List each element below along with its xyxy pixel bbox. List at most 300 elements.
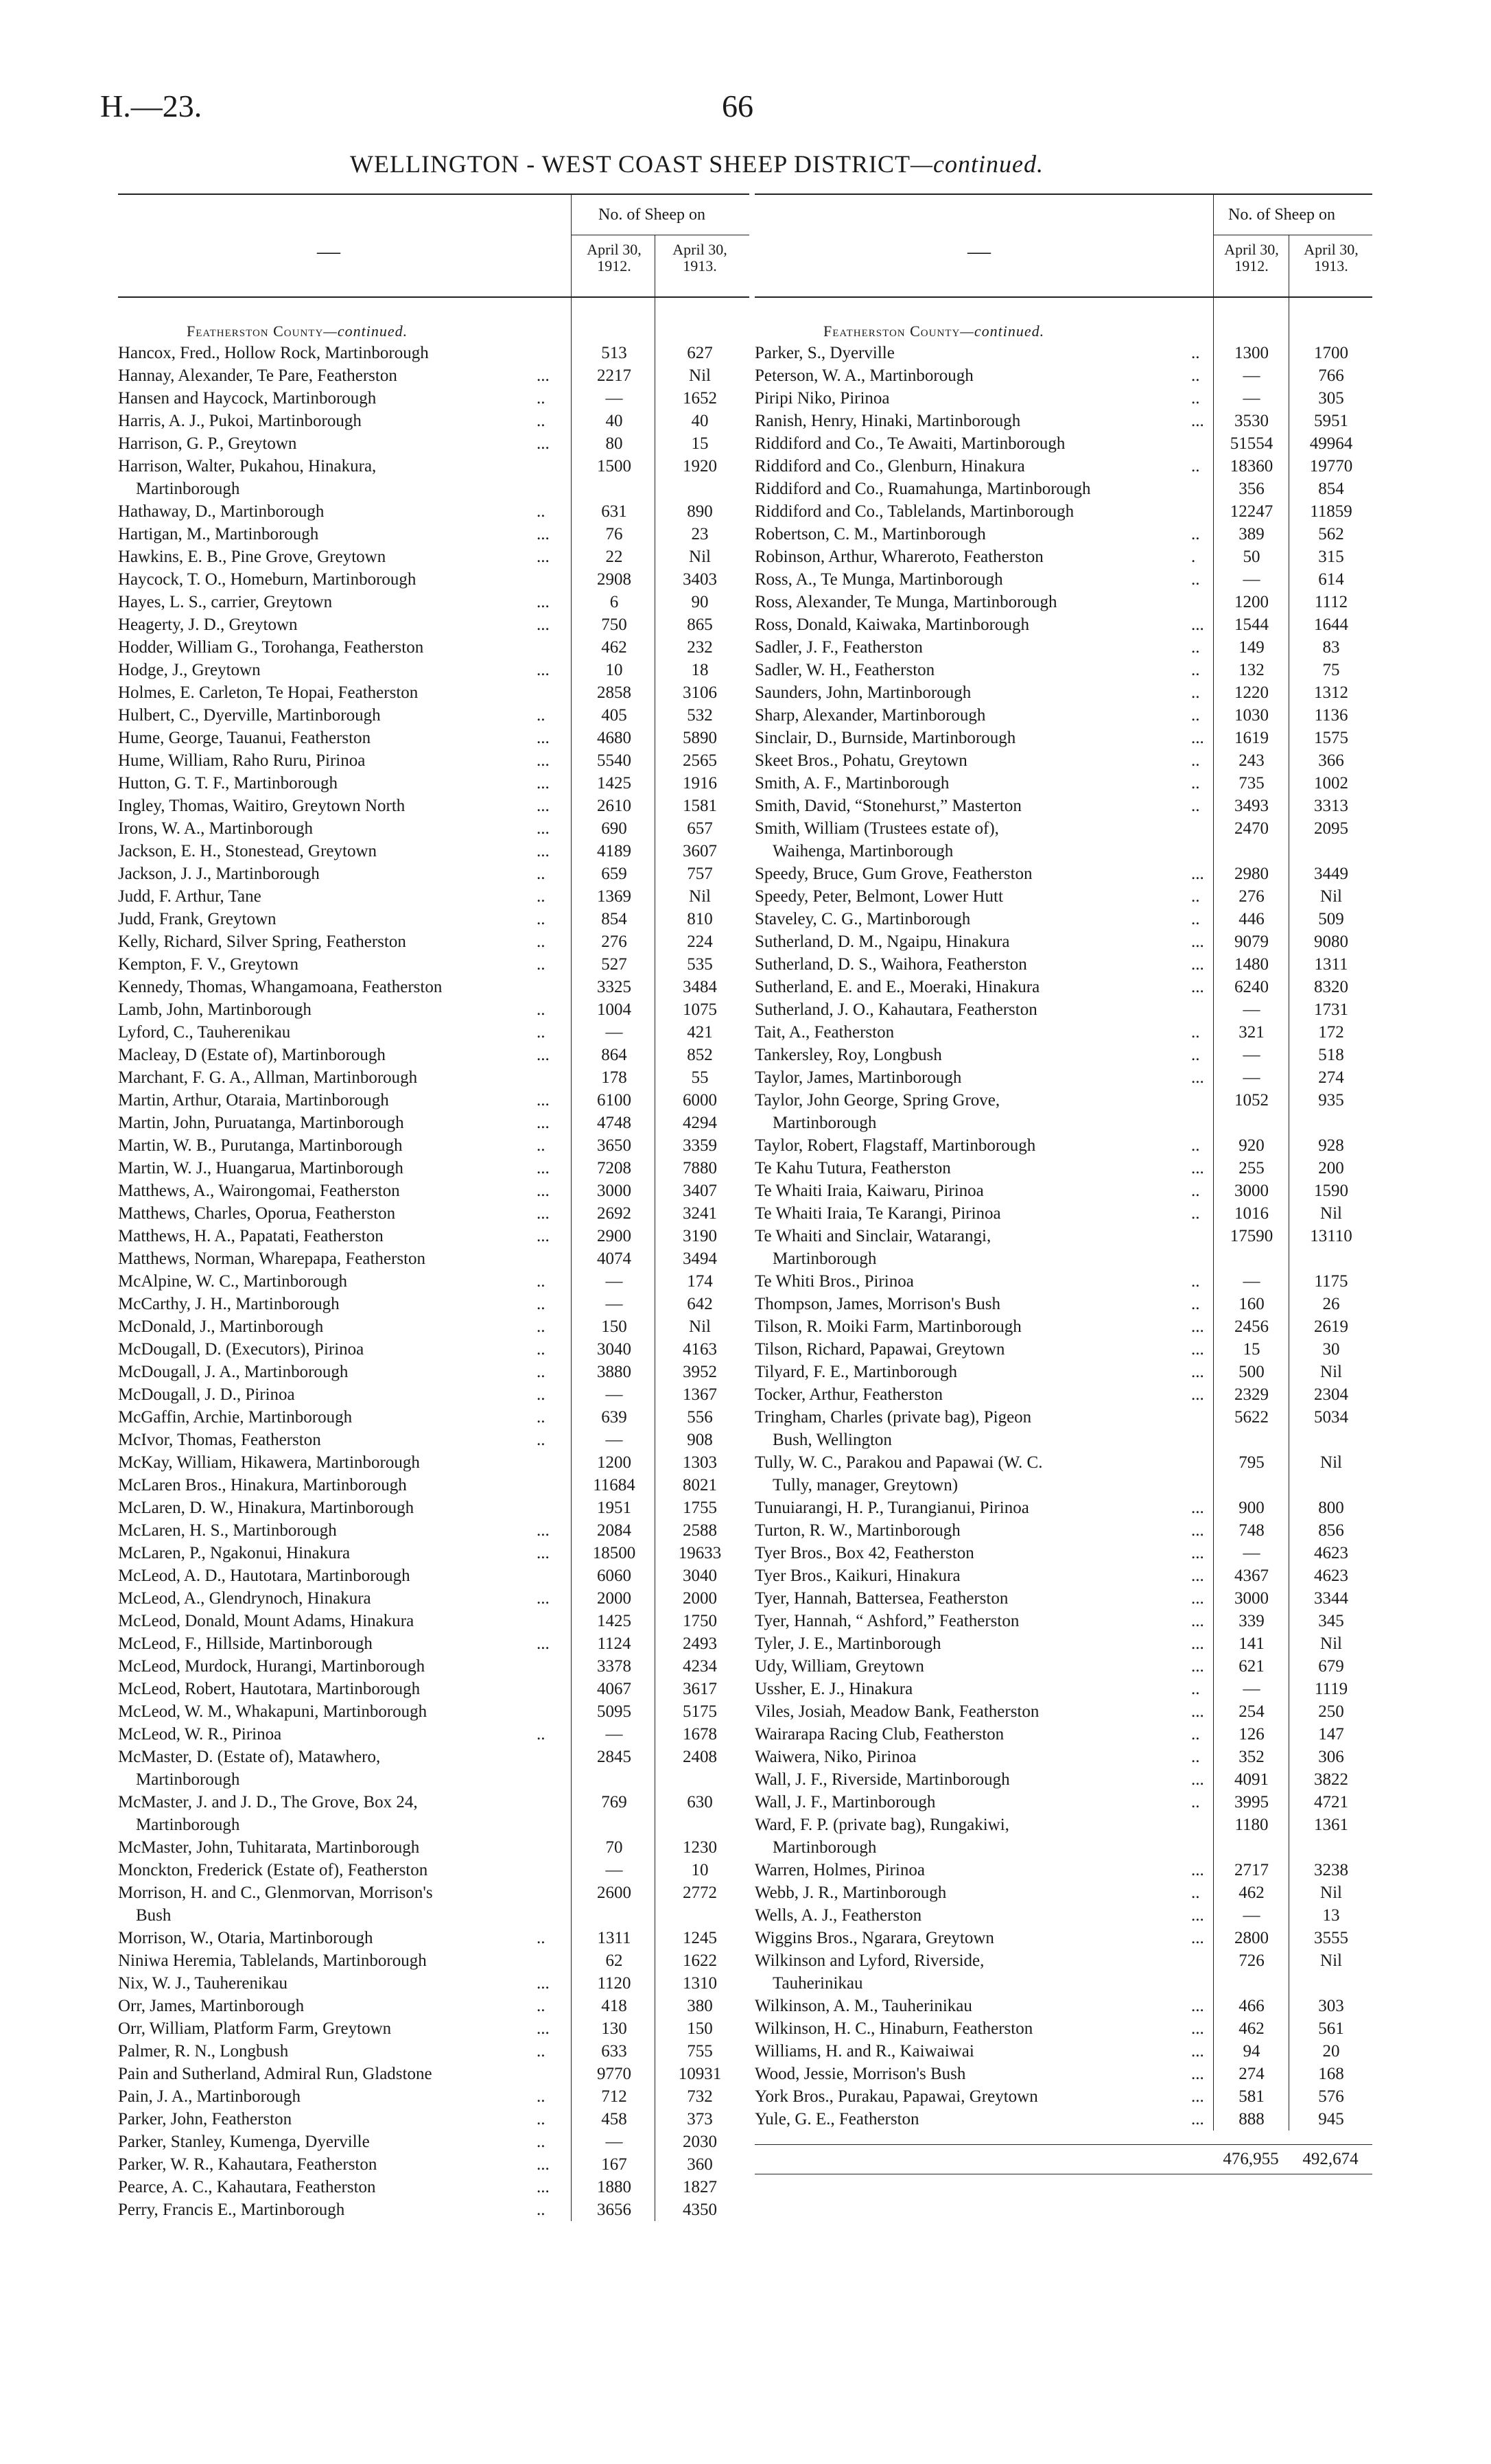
sheep-1912: 5540 [597,751,631,770]
dot-leader: .. [1191,1793,1200,1811]
sheep-1913: 3359 [683,1136,717,1155]
table-row [755,885,1372,908]
table-row [118,2108,749,2131]
entry-name: McCarthy, J. H., Martinborough [118,1295,340,1313]
dot-leader: ... [1191,1567,1204,1585]
sheep-1913: 174 [687,1272,713,1291]
dot-leader: .. [537,1431,545,1449]
dot-leader: .. [537,2201,545,2219]
total-1912: 476,955 [1223,2150,1279,2168]
sheep-1912: 659 [601,865,627,883]
table-row [118,1881,749,1927]
table-row [118,885,749,908]
left-date-1912: April 30, 1912. [587,241,642,274]
table-row [755,1202,1372,1225]
sheep-1912: 500 [1238,1363,1265,1381]
dot-leader: ... [1191,1340,1204,1359]
entry-name: Peterson, W. A., Martinborough [755,366,974,385]
entry-name: Holmes, E. Carleton, Te Hopai, Featherston [118,683,419,702]
sheep-1913: 3822 [1314,1770,1348,1789]
dot-leader: .. [1191,1725,1200,1744]
table-row [755,1700,1372,1723]
sheep-1912: 3000 [1234,1589,1269,1608]
table-row [118,727,749,749]
entry-name: Piripi Niko, Pirinoa [755,389,890,408]
sheep-1912: 462 [1238,1884,1265,1902]
sheep-1912: 3880 [597,1363,631,1381]
table-row [755,704,1372,727]
table-row [118,1746,749,1791]
sheep-1913: 3607 [683,842,717,860]
dot-leader: ... [537,1227,550,1245]
dot-leader: ... [1191,1906,1204,1925]
sheep-1912: 2900 [597,1227,631,1245]
dot-leader: .. [537,1272,545,1291]
sheep-1912: 2600 [597,1884,631,1902]
dot-leader: ... [1191,1702,1204,1721]
table-row [755,2017,1372,2040]
sheep-1912: 405 [601,706,627,725]
entry-name: Speedy, Bruce, Gum Grove, Featherston [755,865,1033,883]
table-row [118,1610,749,1632]
entry-name: Sinclair, D., Burnside, Martinborough [755,729,1016,747]
table-row [118,455,749,500]
sheep-1913: 556 [687,1408,713,1427]
sheep-1913: 150 [687,2019,713,2038]
table-row [755,2085,1372,2108]
sheep-1912: 1619 [1234,729,1269,747]
table-row [118,953,749,976]
sheep-1912: 178 [601,1068,627,1087]
table-row [755,342,1372,364]
entry-name: Harrison, Walter, Pukahou, Hinakura, [118,457,377,476]
table-row [755,1927,1372,1949]
entry-name: Parker, W. R., Kahautara, Featherston [118,2155,377,2174]
sheep-1912: 2000 [597,1589,631,1608]
sheep-1912: — [605,1272,623,1291]
sheep-1913: 10931 [678,2065,722,2083]
entry-name: Yule, G. E., Featherston [755,2110,919,2128]
sheep-1912: 167 [601,2155,627,2174]
dot-leader: ... [1191,1612,1204,1630]
table-row [118,863,749,885]
entry-name-continued: Martinborough [136,1770,240,1789]
right-header-divider-1 [1213,195,1214,296]
sheep-1912: 466 [1238,1997,1265,2015]
entry-name: Monckton, Frederick (Estate of), Featherston [118,1861,428,1879]
sheep-1912: 900 [1238,1499,1265,1517]
entry-name: Tilson, Richard, Papawai, Greytown [755,1340,1005,1359]
entry-name: McLaren, P., Ngakonui, Hinakura [118,1544,351,1562]
sheep-1912: 1180 [1234,1816,1269,1834]
sheep-1912: 3656 [597,2201,631,2219]
entry-name: Hansen and Haycock, Martinborough [118,389,377,408]
entry-name: Sutherland, D. S., Waihora, Featherston [755,955,1027,974]
dot-leader: ... [1191,932,1204,951]
sheep-1912: 527 [601,955,627,974]
entry-name: McLaren, H. S., Martinborough [118,1521,337,1540]
dot-leader: .. [537,1295,545,1313]
table-row [755,1066,1372,1089]
sheep-1912: 1425 [597,1612,631,1630]
sheep-1913: 6000 [683,1091,717,1110]
sheep-1913: 26 [1322,1295,1340,1313]
dot-leader: .. [1191,1884,1200,1902]
dot-leader: ... [1191,978,1204,996]
dot-leader: ... [1191,1929,1204,1947]
dot-leader: ... [537,751,550,770]
sheep-1913: 4163 [683,1340,717,1359]
sheep-1913: 1575 [1314,729,1348,747]
right-section-heading [755,321,1372,342]
sheep-1913: 1312 [1314,683,1348,702]
table-row [118,2085,749,2108]
entry-name: Webb, J. R., Martinborough [755,1884,947,1902]
sheep-1912: 141 [1238,1634,1265,1653]
sheep-1913: 1002 [1314,774,1348,793]
sheep-1912: 1544 [1234,615,1269,634]
table-row [118,1180,749,1202]
dot-leader: .. [1191,1136,1200,1155]
sheep-1913: 172 [1318,1023,1344,1042]
entry-name: Taylor, Robert, Flagstaff, Martinborough [755,1136,1036,1155]
sheep-1912: — [1243,1272,1260,1291]
entry-name: Judd, F. Arthur, Tane [118,887,261,906]
table-row [118,1021,749,1044]
entry-name: Ross, Alexander, Te Munga, Martinborough [755,593,1057,611]
entry-name: Warren, Holmes, Pirinoa [755,1861,925,1879]
dot-leader: ... [537,774,550,793]
title-main: WELLINGTON - WEST COAST SHEEP DISTRICT [350,150,911,178]
sheep-1912: 40 [605,412,623,430]
sheep-1912: 1016 [1234,1204,1269,1223]
sheep-1912: 321 [1238,1023,1265,1042]
dot-leader: .. [1191,525,1200,543]
sheep-1913: 1590 [1314,1182,1348,1200]
sheep-1912: 1425 [597,774,631,793]
table-row [755,2040,1372,2063]
sheep-1912: 3995 [1234,1793,1269,1811]
table-row [755,523,1372,545]
entry-name: McMaster, J. and J. D., The Grove, Box 24, [118,1793,418,1811]
dot-leader: ... [537,366,550,385]
sheep-1912: 1369 [597,887,631,906]
left-name-header-dash: — [317,239,340,264]
page-number: 66 [722,89,753,124]
sheep-1913: 360 [687,2155,713,2174]
sheep-1913: 1731 [1314,1000,1348,1019]
dot-leader: ... [1191,615,1204,634]
table-row [118,387,749,410]
entry-name: Jackson, E. H., Stonestead, Greytown [118,842,377,860]
entry-name: Matthews, Norman, Wharepapa, Featherston [118,1249,426,1268]
dot-leader: .. [1191,1046,1200,1064]
table-row [118,1225,749,1247]
entry-name: McLeod, W. M., Whakapuni, Martinborough [118,1702,427,1721]
entry-name: Taylor, James, Martinborough [755,1068,962,1087]
entry-name: Te Whaiti and Sinclair, Watarangi, [755,1227,991,1245]
table-row [118,545,749,568]
entry-name: Pain, J. A., Martinborough [118,2087,301,2106]
sheep-1913: 928 [1318,1136,1344,1155]
sheep-1913: 1916 [683,774,717,793]
sheep-1913: 518 [1318,1046,1344,1064]
sheep-1913: 1581 [683,797,717,815]
entry-name: Wairarapa Racing Club, Featherston [755,1725,1005,1744]
dot-leader: .. [537,2042,545,2061]
table-row [118,1406,749,1429]
table-row [118,1678,749,1700]
right-table-body [755,298,1372,2131]
entry-name: Harrison, G. P., Greytown [118,434,297,453]
sheep-1913: 532 [687,706,713,725]
sheep-1913: 1652 [683,389,717,408]
sheep-1912: — [1243,1906,1260,1925]
dot-leader: ... [1191,1499,1204,1517]
dot-leader: .. [537,1136,545,1155]
sheep-1912: — [1243,1000,1260,1019]
table-row [755,1542,1372,1564]
sheep-1913: 3407 [683,1182,717,1200]
table-row [755,500,1372,523]
sheep-1913: 373 [687,2110,713,2128]
table-row [118,795,749,817]
sheep-1912: 10 [605,661,623,679]
table-row [755,1881,1372,1904]
entry-name: Waiwera, Niko, Pirinoa [755,1748,917,1766]
sheep-1913: Nil [1320,1634,1342,1653]
sheep-1913: 679 [1318,1657,1344,1676]
sheep-1912: 864 [601,1046,627,1064]
entry-name: Thompson, James, Morrison's Bush [755,1295,1000,1313]
table-row [755,749,1372,772]
table-row [755,591,1372,613]
dot-leader: ... [537,525,550,543]
entry-name: Smith, William (Trustees estate of), [755,819,999,838]
table-row [118,2040,749,2063]
table-row [755,2063,1372,2085]
left-column [118,193,749,2221]
entry-name: Judd, Frank, Greytown [118,910,277,928]
left-header-divider-1 [571,195,572,296]
sheep-1912: 1200 [597,1453,631,1472]
table-row [755,1723,1372,1746]
entry-name: Martin, Arthur, Otaraia, Martinborough [118,1091,389,1110]
entry-name: Jackson, J. J., Martinborough [118,865,320,883]
dot-leader: .. [1191,1204,1200,1223]
sheep-1912: 581 [1238,2087,1265,2106]
sheep-1913: 1827 [683,2178,717,2196]
entry-name: Hancox, Fred., Hollow Rock, Martinborough [118,344,429,362]
table-row [118,1949,749,1972]
table-row [118,2176,749,2198]
entry-name: Parker, Stanley, Kumenga, Dyerville [118,2133,370,2151]
dot-leader: .. [1191,570,1200,589]
entry-name: Wall, J. F., Riverside, Martinborough [755,1770,1010,1789]
dot-leader: .. [1191,706,1200,725]
sheep-1913: 13110 [1310,1227,1352,1245]
sheep-1912: 18360 [1230,457,1273,476]
sheep-1912: 1220 [1234,683,1269,702]
table-row [755,1044,1372,1066]
dot-leader: .. [1191,887,1200,906]
entry-name: Tyer, Hannah, “ Ashford,” Featherston [755,1612,1020,1630]
entry-name: Tringham, Charles (private bag), Pigeon [755,1408,1032,1427]
entry-name: Udy, William, Greytown [755,1657,924,1676]
entry-name: Pearce, A. C., Kahautara, Featherston [118,2178,376,2196]
sheep-1913: 315 [1318,548,1344,566]
table-row [118,1519,749,1542]
entry-name: Hutton, G. T. F., Martinborough [118,774,338,793]
entry-name: Kennedy, Thomas, Whangamoana, Featherston [118,978,443,996]
table-row [755,1361,1372,1383]
table-row [755,478,1372,500]
entry-name: Sharp, Alexander, Martinborough [755,706,986,725]
dot-leader: ... [1191,2019,1204,2038]
sheep-1912: — [605,1725,623,1744]
sheep-1913: 1678 [683,1725,717,1744]
table-row [118,681,749,704]
sheep-1913: 168 [1318,2065,1344,2083]
sheep-1912: 17590 [1230,1227,1273,1245]
sheep-1912: 12247 [1230,502,1273,521]
entry-name: Matthews, A., Wairongomai, Featherston [118,1182,400,1200]
entry-name: Hayes, L. S., carrier, Greytown [118,593,333,611]
entry-name: McMaster, John, Tuhitarata, Martinborough [118,1838,420,1857]
entry-name: Riddiford and Co., Glenburn, Hinakura [755,457,1025,476]
sheep-1913: 224 [687,932,713,951]
sheep-1913: 4623 [1314,1567,1348,1585]
entry-name: McLeod, Donald, Mount Adams, Hinakura [118,1612,414,1630]
entry-name: Taylor, John George, Spring Grove, [755,1091,1000,1110]
table-row [755,1655,1372,1678]
sheep-1912: 888 [1238,2110,1265,2128]
sheep-1913: 1245 [683,1929,717,1947]
dot-leader: .. [537,910,545,928]
entry-name: Tyer Bros., Kaikuri, Hinakura [755,1567,961,1585]
table-row [118,2153,749,2176]
sheep-1912: 15 [1243,1340,1260,1359]
table-row [118,840,749,863]
table-row [755,1157,1372,1180]
sheep-1913: 2304 [1314,1385,1348,1404]
entry-name: Ranish, Henry, Hinaki, Martinborough [755,412,1021,430]
entry-name: Irons, W. A., Martinborough [118,819,314,838]
table-row [755,953,1372,976]
dot-leader: ... [537,2155,550,2174]
entry-name: Tait, A., Featherston [755,1023,895,1042]
totals-row [755,2144,1372,2174]
sheep-1913: 1310 [683,1974,717,1993]
table-row [755,432,1372,455]
entry-name: Martin, W. B., Purutanga, Martinborough [118,1136,403,1155]
sheep-1913: 3555 [1314,1929,1348,1947]
dot-leader: ... [537,593,550,611]
sheep-1912: 2610 [597,797,631,815]
dot-leader: .. [537,706,545,725]
sheep-1912: 1951 [597,1499,631,1517]
entry-name: Tilson, R. Moiki Farm, Martinborough [755,1317,1022,1336]
sheep-1912: — [1243,1544,1260,1562]
sheep-1912: 418 [601,1997,627,2015]
sheep-1913: 908 [687,1431,713,1449]
dot-leader: .. [1191,1023,1200,1042]
sheep-1912: — [605,389,623,408]
table-row [755,772,1372,795]
sheep-1912: 130 [601,2019,627,2038]
sheep-1913: 856 [1318,1521,1344,1540]
entry-name: Nix, W. J., Tauherenikau [118,1974,288,1993]
table-row [118,1655,749,1678]
entry-name-continued: Tully, manager, Greytown) [773,1476,959,1494]
entry-name: Speedy, Peter, Belmont, Lower Hutt [755,887,1003,906]
sheep-1912: 795 [1238,1453,1265,1472]
table-row [118,342,749,364]
sheep-1912: 11684 [593,1476,635,1494]
sheep-1912: — [605,1431,623,1449]
sheep-1913: 890 [687,502,713,521]
sheep-1912: 70 [605,1838,623,1857]
right-section-name: Featherston County [823,322,961,340]
table-row [118,976,749,998]
entry-name: Skeet Bros., Pohatu, Greytown [755,751,967,770]
sheep-1913: 15 [691,434,709,453]
sheep-1912: 769 [601,1793,627,1811]
table-row [755,613,1372,636]
dot-leader: .. [537,412,545,430]
sheep-1912: 6100 [597,1091,631,1110]
dot-leader: ... [1191,1544,1204,1562]
dot-leader: ... [537,661,550,679]
table-row [118,1632,749,1655]
entry-name: Riddiford and Co., Ruamahunga, Martinborough [755,480,1091,498]
sheep-1912: 276 [601,932,627,951]
dot-leader: .. [1191,910,1200,928]
entry-name: Wiggins Bros., Ngarara, Greytown [755,1929,994,1947]
entry-name: Hulbert, C., Dyerville, Martinborough [118,706,381,725]
entry-name: Parker, John, Featherston [118,2110,292,2128]
sheep-1912: 1480 [1234,955,1269,974]
entry-name: Sadler, J. F., Featherston [755,638,923,657]
dot-leader: ... [1191,1068,1204,1087]
sheep-1912: 2329 [1234,1385,1269,1404]
dot-leader: ... [1191,412,1204,430]
sheep-1913: 854 [1318,480,1344,498]
sheep-1913: 3238 [1314,1861,1348,1879]
table-row [755,1632,1372,1655]
sheep-1912: 3378 [597,1657,631,1676]
sheep-1913: 2619 [1314,1317,1348,1336]
dot-leader: .. [1191,751,1200,770]
table-row [118,1587,749,1610]
sheep-1913: 1361 [1314,1816,1348,1834]
sheep-1912: 9079 [1234,932,1269,951]
sheep-1913: 3241 [683,1204,717,1223]
table-row [755,1180,1372,1202]
table-row [118,1972,749,1995]
sheep-1912: — [605,1385,623,1404]
dot-leader: ... [537,1046,550,1064]
left-sheep-header: No. of Sheep on [598,206,705,224]
sheep-1912: 254 [1238,1702,1265,1721]
table-row [755,1383,1372,1406]
dot-leader: ... [1191,865,1204,883]
entry-name: Orr, James, Martinborough [118,1997,305,2015]
table-row [118,772,749,795]
dot-leader: ... [1191,2065,1204,2083]
table-row [755,410,1372,432]
table-row [755,545,1372,568]
